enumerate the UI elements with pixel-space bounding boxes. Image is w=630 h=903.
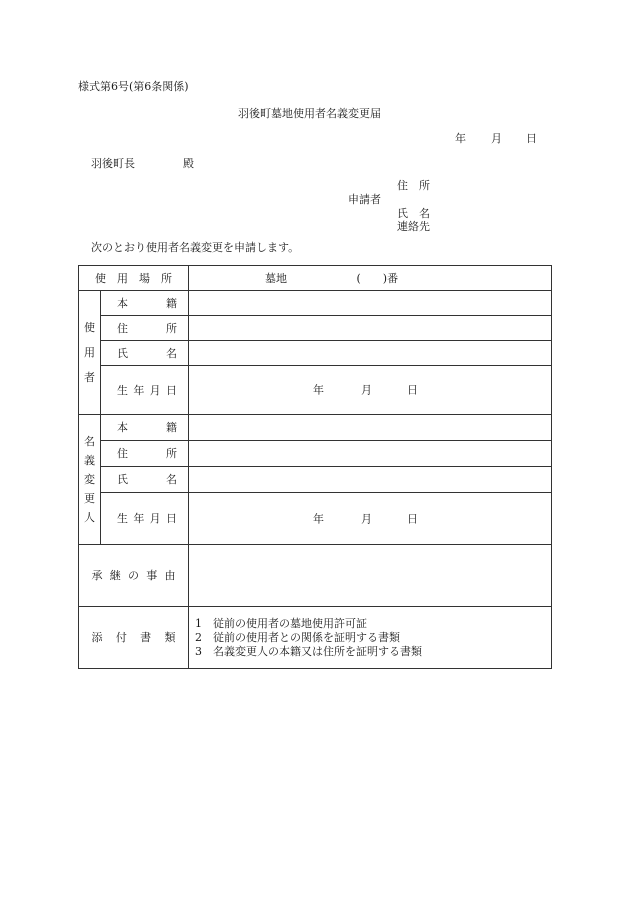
location-number: ( )番 [356,271,399,285]
birth-year: 年 [313,383,324,397]
changer-shimei-value[interactable] [189,467,552,493]
date-year: 年 [455,132,466,145]
changer-birth-label: 生 年 月 日 [101,493,189,545]
location-prefix: 墓地 [265,271,287,285]
attachment-item: 2 従前の使用者との関係を証明する書類 [195,631,400,644]
reason-row [79,545,552,607]
location-label: 使 用 場 所 [79,266,189,291]
intro-text: 次のとおり使用者名義変更を申請します。 [91,241,300,254]
user-shimei-value[interactable] [189,341,552,366]
application-table [78,265,552,669]
user-birth-row [79,366,552,415]
user-jusho-label: 住 所 [101,316,189,341]
applicant-label: 申請者 [348,193,381,206]
location-value-cell[interactable] [189,266,552,291]
attachment-item: 1 従前の使用者の墓地使用許可証 [195,617,367,630]
changer-group-char: 変 [84,473,95,486]
changer-group-char: 更 [84,492,95,505]
user-honseki-label: 本 籍 [101,291,189,316]
applicant-contact-label: 連絡先 [397,220,430,233]
changer-group-char: 人 [84,511,95,524]
user-jusho-value[interactable] [189,316,552,341]
user-group-char: 使 [84,321,95,334]
date-day: 日 [526,132,537,145]
user-group-label [79,291,101,415]
attachments-list [189,607,552,669]
birth-year: 年 [313,512,324,525]
user-birth-label: 生 年 月 日 [101,366,189,415]
user-honseki-value[interactable] [189,291,552,316]
birth-month: 月 [361,512,372,525]
changer-birth-value[interactable] [189,493,552,545]
changer-group-char: 名 [84,435,95,448]
attachment-item: 3 名義変更人の本籍又は住所を証明する書類 [195,645,422,658]
changer-shimei-row [79,467,552,493]
user-honseki-row [79,291,552,316]
changer-group-char: 義 [84,454,95,467]
reason-label: 承 継 の 事 由 [79,545,189,607]
honorific: 殿 [183,157,194,170]
changer-honseki-row [79,415,552,441]
form-number: 様式第6号(第6条関係) [78,80,189,93]
location-row [79,266,552,291]
changer-shimei-label: 氏 名 [101,467,189,493]
changer-jusho-row [79,441,552,467]
attachments-label: 添 付 書 類 [79,607,189,669]
date-month: 月 [491,132,502,145]
birth-month: 月 [361,383,372,397]
user-jusho-row [79,316,552,341]
changer-jusho-label: 住 所 [101,441,189,467]
reason-value[interactable] [189,545,552,607]
addressee: 羽後町長 [91,157,135,170]
birth-day: 日 [407,512,418,525]
attachments-row [79,607,552,669]
birth-day: 日 [407,383,418,397]
user-shimei-label: 氏 名 [101,341,189,366]
changer-honseki-label: 本 籍 [101,415,189,441]
user-birth-value[interactable] [189,366,552,415]
form-title: 羽後町墓地使用者名義変更届 [238,107,381,120]
changer-birth-row [79,493,552,545]
user-shimei-row [79,341,552,366]
changer-group-label [79,415,101,545]
user-group-char: 用 [84,346,95,359]
applicant-address-label: 住 所 [397,179,430,192]
user-group-char: 者 [84,371,95,384]
changer-jusho-value[interactable] [189,441,552,467]
applicant-name-label: 氏 名 [397,207,430,220]
changer-honseki-value[interactable] [189,415,552,441]
